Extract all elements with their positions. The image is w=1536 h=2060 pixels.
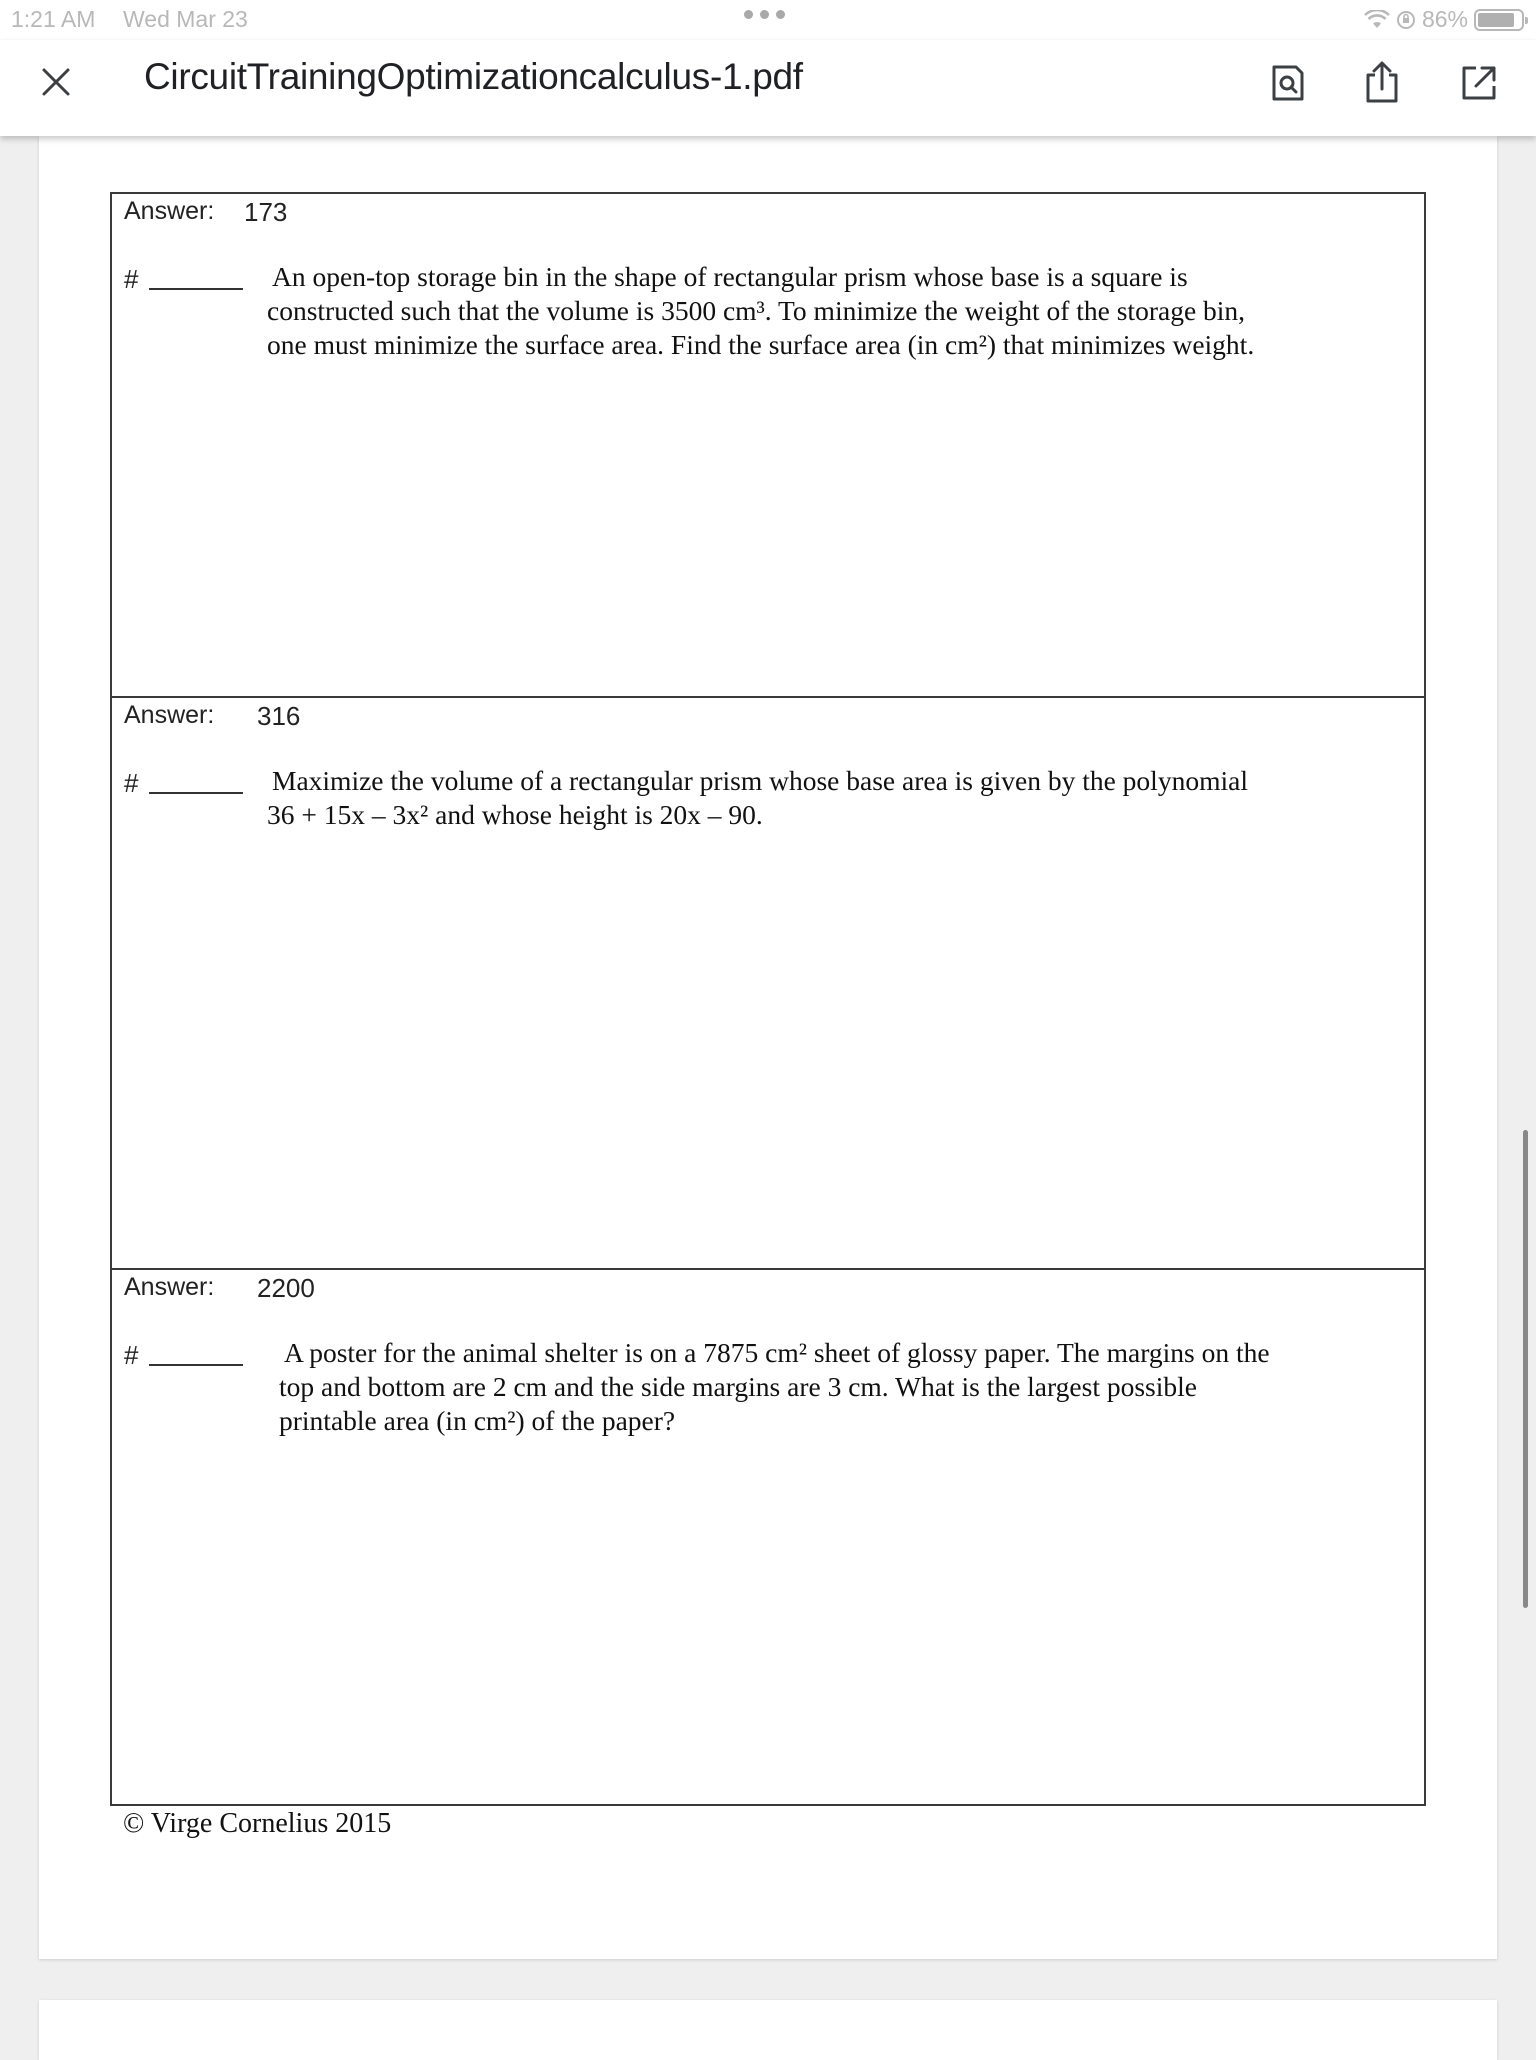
row-divider	[112, 696, 1424, 698]
orientation-lock-icon	[1396, 10, 1416, 30]
close-button[interactable]	[36, 62, 76, 102]
close-icon	[41, 67, 71, 97]
multitasking-dots-icon[interactable]	[744, 10, 785, 19]
find-in-page-icon	[1270, 63, 1306, 103]
problem-number: #	[124, 768, 139, 798]
worksheet-table	[110, 192, 1426, 1806]
row-divider	[112, 1268, 1424, 1270]
open-in-new-icon	[1460, 64, 1498, 102]
wifi-icon	[1364, 10, 1390, 30]
battery-percent: 86%	[1421, 6, 1468, 32]
problem-line: one must minimize the surface area. Find the surface area (in cm²) that minimizes weight.	[267, 329, 1255, 360]
pdf-page-next	[39, 2000, 1497, 2060]
document-title: CircuitTrainingOptimizationcalculus-1.pdf	[144, 56, 803, 97]
problem-text	[267, 764, 1248, 832]
answer-value: 2200	[257, 1273, 315, 1303]
answer-value: 173	[244, 197, 288, 227]
problem-text	[267, 260, 1254, 362]
problem-number-blank	[149, 288, 243, 290]
problem-number-blank	[149, 1364, 243, 1366]
scrollbar-thumb[interactable]	[1523, 1130, 1528, 1608]
answer-value: 316	[257, 701, 301, 731]
problem-number: #	[124, 264, 139, 294]
problem-line: A poster for the animal shelter is on a 7875 cm² sheet of glossy paper. The margins on the	[284, 1337, 1270, 1368]
copyright-notice: © Virge Cornelius 2015	[123, 1808, 392, 1839]
answer-label: Answer:	[124, 701, 215, 729]
open-in-new-button[interactable]	[1454, 58, 1504, 108]
battery-icon	[1474, 9, 1524, 31]
problem-line: 36 + 15x – 3x² and whose height is 20x – 90.	[267, 799, 763, 830]
share-icon	[1362, 61, 1402, 105]
problem-line: printable area (in cm²) of the paper?	[279, 1405, 676, 1436]
problem-number-blank	[149, 792, 243, 794]
problem-number: #	[124, 1340, 139, 1370]
status-bar	[0, 0, 1536, 40]
answer-label: Answer:	[124, 197, 215, 225]
pdf-page	[39, 136, 1497, 1959]
share-button[interactable]	[1357, 58, 1407, 108]
status-indicators	[1364, 6, 1524, 33]
answer-label: Answer:	[124, 1273, 215, 1301]
status-time: 1:21 AM	[11, 6, 96, 32]
find-in-page-button[interactable]	[1263, 58, 1313, 108]
problem-line: Maximize the volume of a rectangular prism whose base area is given by the polynomial	[272, 765, 1248, 796]
problem-text	[279, 1336, 1270, 1438]
problem-line: constructed such that the volume is 3500 cm³. To minimize the weight of the storage bin,	[267, 295, 1246, 326]
problem-line: top and bottom are 2 cm and the side margins are 3 cm. What is the largest possible	[279, 1371, 1197, 1402]
viewer-toolbar	[0, 40, 1536, 136]
status-date: Wed Mar 23	[123, 6, 248, 32]
problem-line: An open-top storage bin in the shape of rectangular prism whose base is a square is	[272, 261, 1188, 292]
